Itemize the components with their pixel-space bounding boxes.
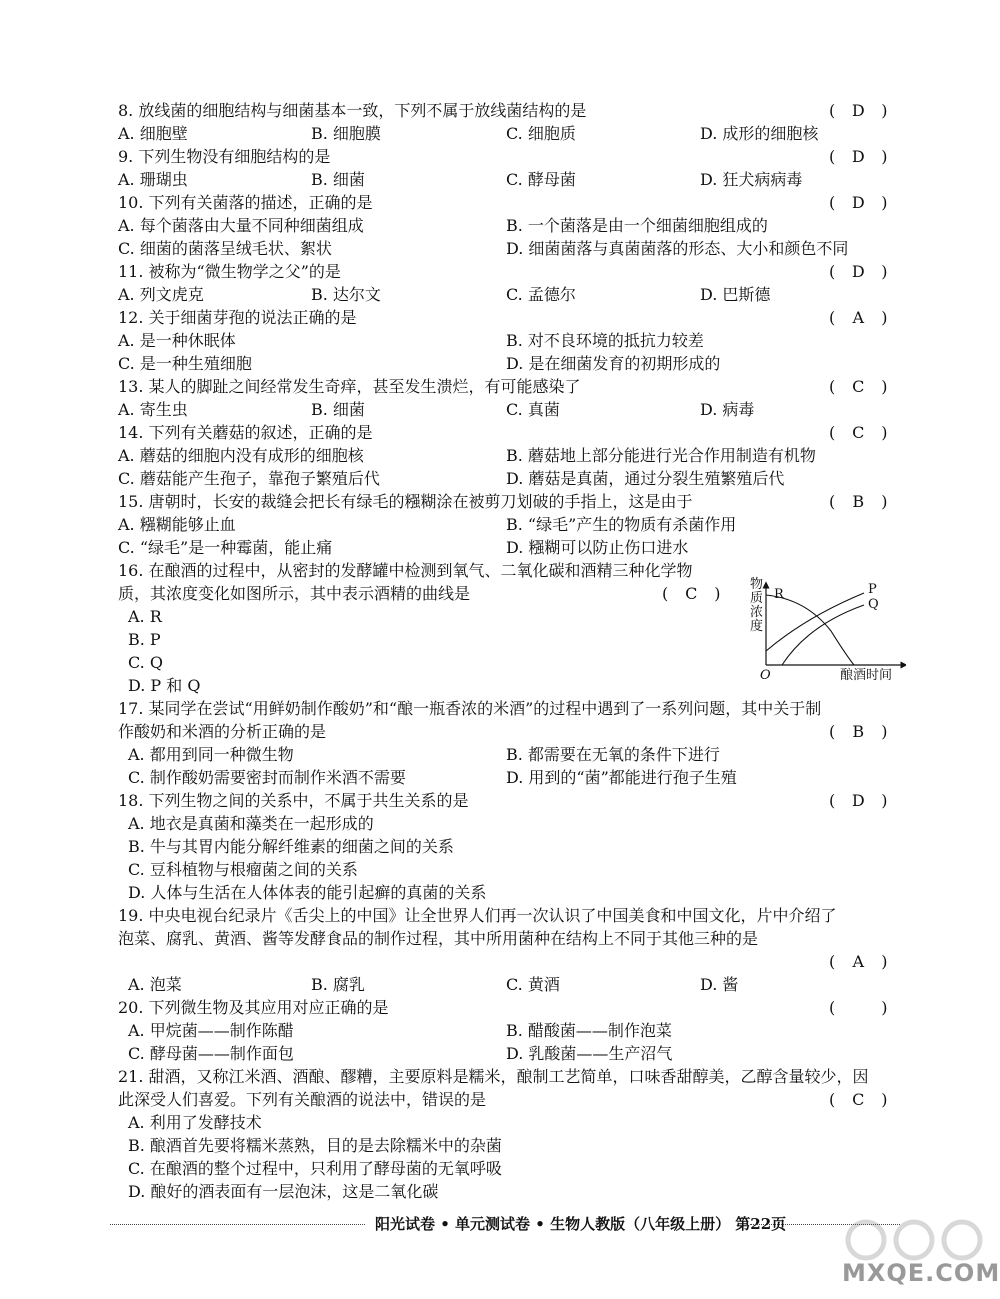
question-21-stem-line-2: 此深受人们喜爱。下列有关酿酒的说法中，错误的是 [118,1090,487,1109]
question-17-stem-line-2: 作酸奶和米酒的分析正确的是 [118,722,327,741]
question-16-stem-line-2: 质，其浓度变化如图所示，其中表示酒精的曲线是 [118,584,471,603]
question-10-answer: ( D ) [829,193,888,212]
question-17-answer: ( B ) [829,722,888,741]
question-14-option-b: B. 蘑菇地上部分能进行光合作用制造有机物 [506,446,816,465]
question-20-option-b: B. 醋酸菌——制作泡菜 [506,1021,672,1040]
footer-text: 阳光试卷 • 单元测试卷 • 生物人教版（八年级上册） 第22页 [375,1215,787,1233]
question-17-stem-line-1: 17. 某同学在尝试“用鲜奶制作酸奶”和“酿一瓶香浓的米酒”的过程中遇到了一系列问题，其中关于制 [118,699,822,718]
question-8-option-b: B. 细胞膜 [311,124,381,143]
question-21-option-c: C. 在酿酒的整个过程中，只利用了酵母菌的无氧呼吸 [128,1159,502,1178]
footer-dots-left [110,1224,365,1225]
question-15-option-d: D. 糨糊可以防止伤口进水 [506,538,689,557]
question-18-stem: 18. 下列生物之间的关系中，不属于共生关系的是 [118,791,469,810]
question-12-option-d: D. 是在细菌发育的初期形成的 [506,354,721,373]
question-19-answer: ( A ) [829,952,888,971]
question-10-option-b: B. 一个菌落是由一个细菌细胞组成的 [506,216,768,235]
question-15-option-b: B. “绿毛”产生的物质有杀菌作用 [506,515,737,534]
question-18-option-a: A. 地衣是真菌和藻类在一起形成的 [128,814,374,833]
question-13-option-c: C. 真菌 [506,400,560,419]
question-10-option-c: C. 细菌的菌落呈绒毛状、絮状 [118,239,332,258]
question-21-option-b: B. 酿酒首先要将糯米蒸熟，目的是去除糯米中的杂菌 [128,1136,502,1155]
question-20-option-c: C. 酵母菌——制作面包 [128,1044,294,1063]
question-12-option-b: B. 对不良环境的抵抗力较差 [506,331,704,350]
question-11-option-a: A. 列文虎克 [118,285,204,304]
question-10-option-d: D. 细菌菌落与真菌菌落的形态、大小和颜色不同 [506,239,849,258]
question-15-stem: 15. 唐朝时，长安的裁缝会把长有绿毛的糨糊涂在被剪刀划破的手指上，这是由于 [118,492,693,511]
graph-label-q: Q [868,597,879,612]
watermark-text: MXQE.COM [842,1259,1000,1287]
question-15-answer: ( B ) [829,492,888,511]
question-9-option-b: B. 细菌 [311,170,365,189]
question-19-option-c: C. 黄酒 [506,975,560,994]
question-8-stem: 8. 放线菌的细胞结构与细菌基本一致，下列不属于放线菌结构的是 [118,101,587,120]
question-13-stem: 13. 某人的脚趾之间经常发生奇痒，甚至发生溃烂，有可能感染了 [118,377,581,396]
question-16-stem-line-1: 16. 在酿酒的过程中，从密封的发酵罐中检测到氧气、二氧化碳和酒精三种化学物 [118,561,693,580]
question-21-option-a: A. 利用了发酵技术 [128,1113,262,1132]
graph-ylabel: 物 质 浓 度 [750,577,764,634]
question-8-option-c: C. 细胞质 [506,124,576,143]
question-8-option-a: A. 细胞壁 [118,124,188,143]
question-17-option-a: A. 都用到同一种微生物 [128,745,294,764]
question-13-answer: ( C ) [829,377,888,396]
question-19-option-b: B. 腐乳 [311,975,365,994]
graph-origin: O [760,668,771,683]
question-17-option-b: B. 都需要在无氧的条件下进行 [506,745,720,764]
question-9-answer: ( D ) [829,147,888,166]
question-20-stem: 20. 下列微生物及其应用对应正确的是 [118,998,389,1017]
question-9-option-a: A. 珊瑚虫 [118,170,188,189]
curve-r [766,595,854,665]
question-11-option-b: B. 达尔文 [311,285,381,304]
page-footer [110,1213,900,1235]
question-14-option-d: D. 蘑菇是真菌，通过分裂生殖繁殖后代 [506,469,785,488]
question-12-answer: ( A ) [829,308,888,327]
question-13-option-d: D. 病毒 [700,400,755,419]
question-11-answer: ( D ) [829,262,888,281]
question-11-stem: 11. 被称为“微生物学之父”的是 [118,262,341,281]
question-14-option-a: A. 蘑菇的细胞内没有成形的细胞核 [118,446,364,465]
question-16-option-b: B. P [128,630,161,649]
question-21-answer: ( C ) [829,1090,888,1109]
question-18-option-b: B. 牛与其胃内能分解纤维素的细菌之间的关系 [128,837,454,856]
question-20-option-a: A. 甲烷菌——制作陈醋 [128,1021,294,1040]
question-16-option-a: A. R [128,607,162,626]
question-19-option-d: D. 酱 [700,975,739,994]
question-19-option-a: A. 泡菜 [128,975,182,994]
question-10-option-a: A. 每个菌落由大量不同种细菌组成 [118,216,364,235]
question-9-option-c: C. 酵母菌 [506,170,576,189]
question-19-stem-line-2: 泡菜、腐乳、黄酒、酱等发酵食品的制作过程，其中所用菌种在结构上不同于其他三种的是 [118,929,759,948]
question-16-option-d: D. P 和 Q [128,676,201,695]
graph-label-r: R [774,587,784,602]
question-17-option-c: C. 制作酸奶需要密封而制作米酒不需要 [128,768,406,787]
graph-label-p: P [868,582,877,597]
question-14-option-c: C. 蘑菇能产生孢子，靠孢子繁殖后代 [118,469,380,488]
question-18-option-d: D. 人体与生活在人体体表的能引起癣的真菌的关系 [128,883,487,902]
question-11-option-c: C. 孟德尔 [506,285,576,304]
question-12-option-a: A. 是一种休眠体 [118,331,236,350]
question-20-answer: ( ) [829,998,888,1017]
question-8-option-d: D. 成形的细胞核 [700,124,819,143]
question-19-stem-line-1: 19. 中央电视台纪录片《舌尖上的中国》让全世界人们再一次认识了中国美食和中国文化，片中介绍了 [118,906,837,925]
question-21-stem-line-1: 21. 甜酒，又称江米酒、酒酿、醪糟，主要原料是糯米，酿制工艺简单，口味香甜醇美，乙醇含量较少，因 [118,1067,869,1086]
curve-q [782,605,864,665]
question-9-option-d: D. 狂犬病病毒 [700,170,803,189]
question-16-answer: ( C ) [662,584,721,603]
question-20-option-d: D. 乳酸菌——生产沼气 [506,1044,673,1063]
question-21-option-d: D. 酿好的酒表面有一层泡沫，这是二氧化碳 [128,1182,439,1201]
question-12-option-c: C. 是一种生殖细胞 [118,354,252,373]
question-18-option-c: C. 豆科植物与根瘤菌之间的关系 [128,860,358,879]
graph-xlabel: 酿酒时间 [840,668,893,683]
question-15-option-c: C. “绿毛”是一种霉菌，能止痛 [118,538,333,557]
question-15-option-a: A. 糨糊能够止血 [118,515,236,534]
question-17-option-d: D. 用到的“菌”都能进行孢子生殖 [506,768,737,787]
question-12-stem: 12. 关于细菌芽孢的说法正确的是 [118,308,357,327]
concentration-graph [746,579,906,683]
question-13-option-a: A. 寄生虫 [118,400,188,419]
question-16-option-c: C. Q [128,653,163,672]
question-14-stem: 14. 下列有关蘑菇的叙述，正确的是 [118,423,373,442]
question-14-answer: ( C ) [829,423,888,442]
question-9-stem: 9. 下列生物没有细胞结构的是 [118,147,331,166]
question-13-option-b: B. 细菌 [311,400,365,419]
question-18-answer: ( D ) [829,791,888,810]
question-8-answer: ( D ) [829,101,888,120]
question-10-stem: 10. 下列有关菌落的描述，正确的是 [118,193,373,212]
question-11-option-d: D. 巴斯德 [700,285,771,304]
